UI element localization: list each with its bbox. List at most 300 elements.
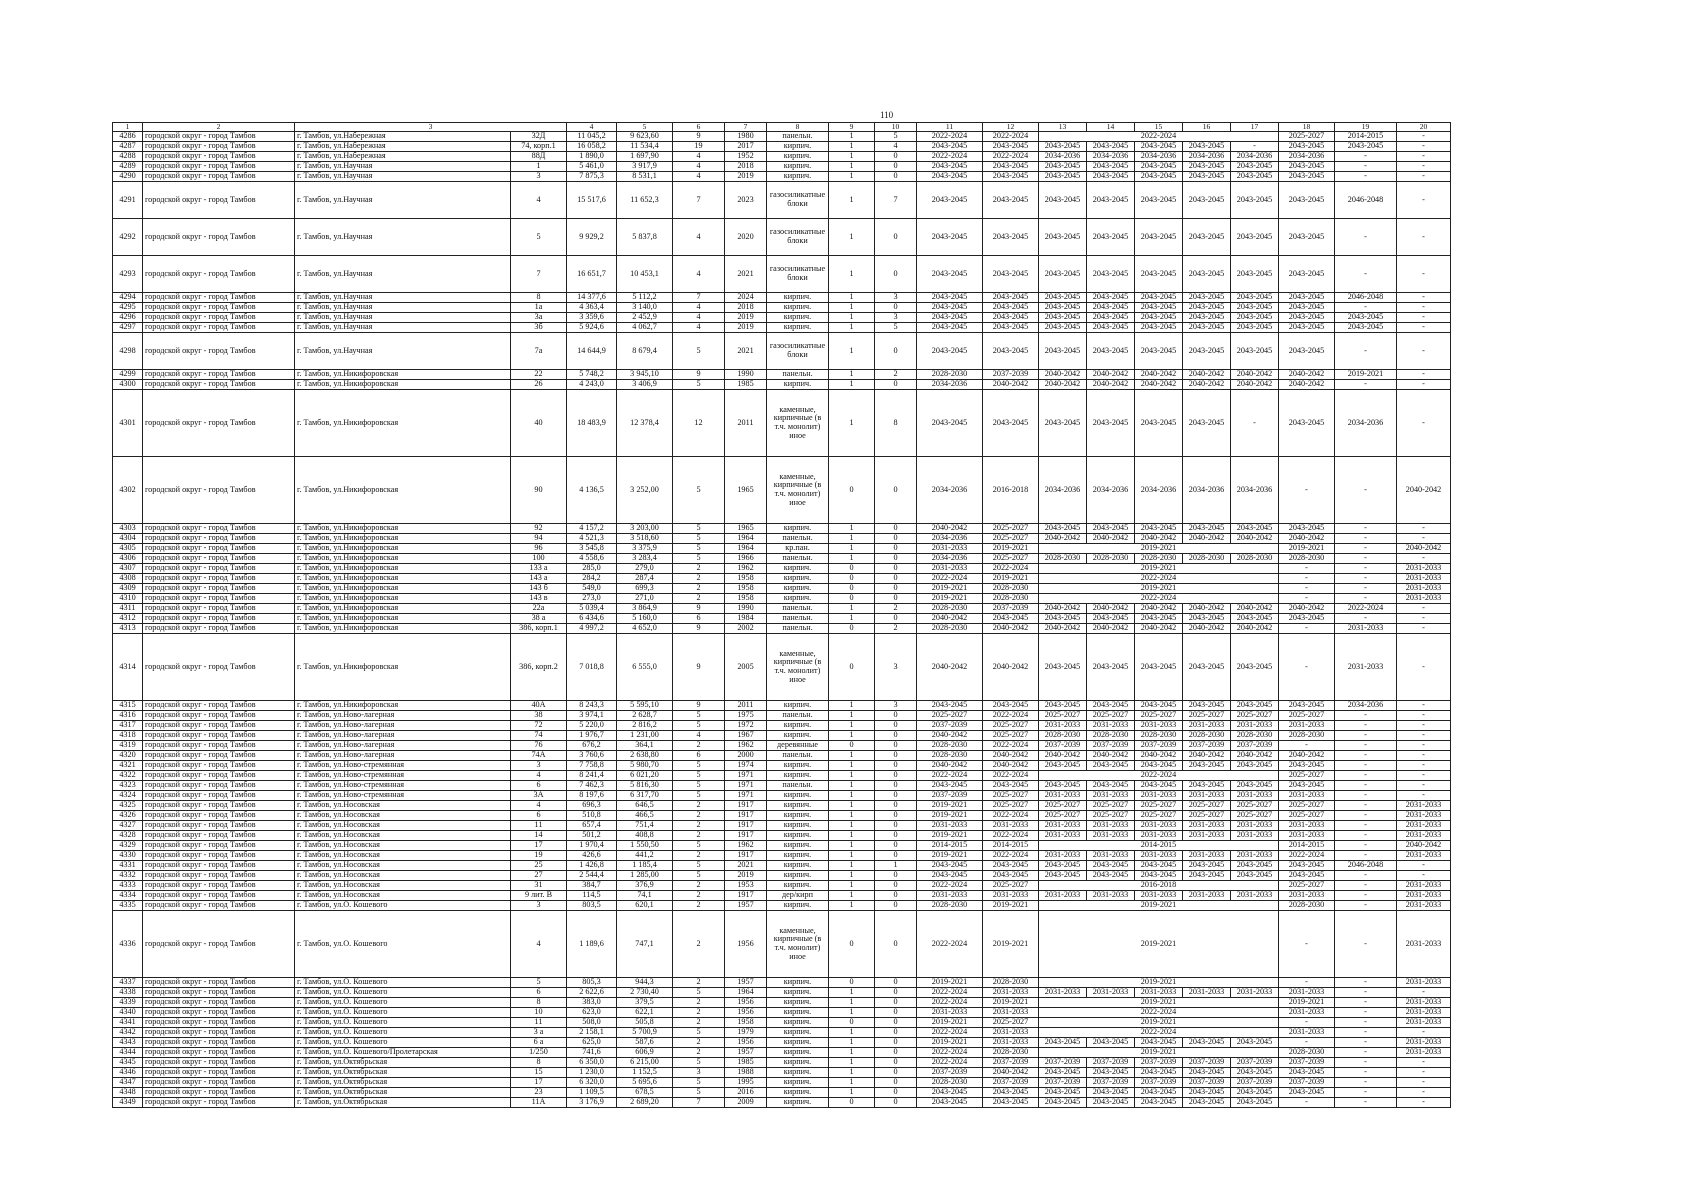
table-cell: - xyxy=(1397,988,1451,998)
table-cell: - xyxy=(1279,1018,1335,1028)
table-cell: 2043-2045 xyxy=(917,303,983,313)
table-cell: 5 xyxy=(673,534,725,544)
table-cell: городской округ - город Тамбов xyxy=(143,303,295,313)
table-cell: - xyxy=(1279,978,1335,988)
table-cell: 2031-2033 xyxy=(1397,584,1451,594)
table-cell: 4316 xyxy=(113,711,143,721)
table-cell: 0 xyxy=(875,1048,917,1058)
table-cell: 4329 xyxy=(113,841,143,851)
table-cell: кирпич. xyxy=(767,323,829,333)
table-cell: 2043-2045 xyxy=(1039,861,1087,871)
table-row xyxy=(113,1028,1451,1038)
table-cell: 2040-2042 xyxy=(1183,624,1231,634)
table-cell: 2043-2045 xyxy=(1183,390,1231,457)
table-cell: 2025-2027 xyxy=(1183,801,1231,811)
table-cell: - xyxy=(1397,313,1451,323)
table-row xyxy=(113,594,1451,604)
table-cell: 2043-2045 xyxy=(983,1098,1039,1108)
table-cell: 2046-2048 xyxy=(1335,293,1397,303)
table-cell: 114,5 xyxy=(567,891,617,901)
table-cell: 3а xyxy=(511,313,567,323)
table-cell: кирпич. xyxy=(767,594,829,604)
table-cell: 4288 xyxy=(113,152,143,162)
column-number: 5 xyxy=(617,123,673,132)
table-cell: 1 xyxy=(829,1078,875,1088)
table-cell: 74, корп.1 xyxy=(511,142,567,152)
table-row xyxy=(113,634,1451,701)
table-cell: городской округ - город Тамбов xyxy=(143,881,295,891)
table-cell: 2031-2033 xyxy=(1279,988,1335,998)
table-cell: 2043-2045 xyxy=(917,172,983,182)
table-cell: 5 xyxy=(875,132,917,142)
table-cell: 5 748,2 xyxy=(567,370,617,380)
table-cell: 4 136,5 xyxy=(567,457,617,524)
table-cell: 1 xyxy=(829,831,875,841)
table-cell: г. Тамбов, ул.О. Кошевого xyxy=(295,988,511,998)
table-cell: 2019-2021 xyxy=(1335,370,1397,380)
table-cell: деревянные xyxy=(767,741,829,751)
table-cell: - xyxy=(1397,162,1451,172)
table-cell: 0 xyxy=(875,881,917,891)
table-cell: 2037-2039 xyxy=(917,721,983,731)
table-cell: - xyxy=(1279,911,1335,978)
table-row xyxy=(113,333,1451,370)
table-cell: 5 xyxy=(673,988,725,998)
table-cell: 2031-2033 xyxy=(1397,811,1451,821)
table-cell: 0 xyxy=(875,911,917,978)
table-cell: - xyxy=(1335,911,1397,978)
table-cell: 2025-2027 xyxy=(983,524,1039,534)
table-cell: 2043-2045 xyxy=(1087,1038,1135,1048)
table-cell: 2043-2045 xyxy=(1087,219,1135,256)
table-cell: 6 434,6 xyxy=(567,614,617,624)
table-cell: 2043-2045 xyxy=(1279,172,1335,182)
table-cell: кирпич. xyxy=(767,1048,829,1058)
table-cell: 2043-2045 xyxy=(1039,524,1087,534)
table-cell: г. Тамбов, ул.Носовская xyxy=(295,861,511,871)
table-cell: 1990 xyxy=(725,370,767,380)
table-cell: 2028-2030 xyxy=(917,1078,983,1088)
table-cell: 2021 xyxy=(725,333,767,370)
table-cell: панельн. xyxy=(767,370,829,380)
table-cell: 0 xyxy=(875,721,917,731)
table-cell: - xyxy=(1397,1088,1451,1098)
table-cell: 2031-2033 xyxy=(983,1028,1039,1038)
table-row xyxy=(113,1018,1451,1028)
table-cell: 2043-2045 xyxy=(1087,524,1135,534)
table-cell: 2043-2045 xyxy=(1135,1038,1183,1048)
table-cell: 2 xyxy=(673,911,725,978)
table-cell: 2031-2033 xyxy=(1397,901,1451,911)
table-cell: 4332 xyxy=(113,871,143,881)
table-cell: 2043-2045 xyxy=(983,333,1039,370)
table-cell: г. Тамбов, ул.Ново-лагерная xyxy=(295,731,511,741)
table-cell: 1 xyxy=(829,851,875,861)
table-cell: 23 xyxy=(511,1088,567,1098)
table-cell: - xyxy=(1335,871,1397,881)
table-cell: 2043-2045 xyxy=(917,323,983,333)
table-cell: 2022-2024 xyxy=(983,132,1039,142)
table-cell: 1917 xyxy=(725,821,767,831)
table-cell: 2025-2027 xyxy=(917,711,983,721)
table-cell: 2040-2042 xyxy=(1183,751,1231,761)
table-cell: 2022-2024 xyxy=(917,574,983,584)
table-cell: - xyxy=(1335,801,1397,811)
table-cell: 1 152,5 xyxy=(617,1068,673,1078)
table-cell: 2043-2045 xyxy=(1135,1068,1183,1078)
table-cell: 2040-2042 xyxy=(1231,534,1279,544)
table-cell: 18 483,9 xyxy=(567,390,617,457)
table-cell: 2018 xyxy=(725,303,767,313)
table-cell: 5 816,30 xyxy=(617,781,673,791)
table-cell: 2037-2039 xyxy=(1039,1078,1087,1088)
table-cell: городской округ - город Тамбов xyxy=(143,1088,295,1098)
table-cell: 2043-2045 xyxy=(1087,1068,1135,1078)
table-cell: каменные, кирпичные (в т.ч. монолит) иное xyxy=(767,911,829,978)
table-cell: 2 xyxy=(673,741,725,751)
table-cell: - xyxy=(1335,1038,1397,1048)
table-cell: 4 xyxy=(673,303,725,313)
table-cell: 0 xyxy=(875,751,917,761)
table-cell: 2034-2036 xyxy=(1231,457,1279,524)
table-cell: 620,1 xyxy=(617,901,673,911)
table-cell: г. Тамбов, ул.Октябрьская xyxy=(295,1088,511,1098)
table-cell: 510,8 xyxy=(567,811,617,821)
table-cell: г. Тамбов, ул.Набережная xyxy=(295,142,511,152)
table-cell: 0 xyxy=(875,534,917,544)
table-cell: 1а xyxy=(511,303,567,313)
table-cell: 2028-2030 xyxy=(917,741,983,751)
table-cell: 2040-2042 xyxy=(1087,370,1135,380)
table-cell: 2043-2045 xyxy=(1135,390,1183,457)
table-cell: 2043-2045 xyxy=(983,861,1039,871)
table-cell: - xyxy=(1335,901,1397,911)
table-cell: кирпич. xyxy=(767,881,829,891)
table-cell: г. Тамбов, ул.Никифоровская xyxy=(295,574,511,584)
table-cell: 11 045,2 xyxy=(567,132,617,142)
table-cell: 2040-2042 xyxy=(917,614,983,624)
table-cell: 2034-2036 xyxy=(1039,152,1087,162)
table-cell: 2031-2033 xyxy=(1335,634,1397,701)
table-cell: 2019-2021 xyxy=(983,998,1039,1008)
table-cell: г. Тамбов, ул.Никифоровская xyxy=(295,390,511,457)
table-cell: 3 974,1 xyxy=(567,711,617,721)
table-cell: 2043-2045 xyxy=(1135,781,1183,791)
table-cell: 0 xyxy=(829,584,875,594)
table-cell: 2031-2033 xyxy=(1397,978,1451,988)
table-cell: 2043-2045 xyxy=(983,390,1039,457)
table-cell: городской округ - город Тамбов xyxy=(143,457,295,524)
table-cell: 8 197,6 xyxy=(567,791,617,801)
table-cell: городской округ - город Тамбов xyxy=(143,604,295,614)
table-cell: 2 622,6 xyxy=(567,988,617,998)
table-cell: 3А xyxy=(511,791,567,801)
table-cell: 2019-2021 xyxy=(917,831,983,841)
table-cell: 2022-2024 xyxy=(1279,851,1335,861)
table-cell: - xyxy=(1397,751,1451,761)
table-cell: - xyxy=(1335,811,1397,821)
table-cell: 2043-2045 xyxy=(1183,162,1231,172)
table-cell: 7 xyxy=(875,182,917,219)
table-cell: - xyxy=(1397,554,1451,564)
table-cell: городской округ - город Тамбов xyxy=(143,901,295,911)
table-cell: 4349 xyxy=(113,1098,143,1108)
table-cell: 2025-2027 xyxy=(1039,801,1087,811)
table-cell: 22а xyxy=(511,604,567,614)
table-cell: городской округ - город Тамбов xyxy=(143,219,295,256)
table-cell: 7 xyxy=(673,293,725,303)
table-cell: - xyxy=(1279,564,1335,574)
table-cell: - xyxy=(1335,1058,1397,1068)
table-cell: 2031-2033 xyxy=(1397,1008,1451,1018)
table-cell: городской округ - город Тамбов xyxy=(143,1048,295,1058)
table-cell: кирпич. xyxy=(767,831,829,841)
table-cell: 2040-2042 xyxy=(1231,624,1279,634)
table-row xyxy=(113,871,1451,881)
table-cell: 2043-2045 xyxy=(1135,1088,1183,1098)
table-cell: 2043-2045 xyxy=(1039,701,1087,711)
table-cell: 1 185,4 xyxy=(617,861,673,871)
table-cell: 1990 xyxy=(725,604,767,614)
table-cell: 5 xyxy=(673,861,725,871)
table-cell: 2031-2033 xyxy=(1183,791,1231,801)
table-cell: 9 xyxy=(673,604,725,614)
table-cell: 2043-2045 xyxy=(1039,1038,1087,1048)
table-cell: 2043-2045 xyxy=(1183,303,1231,313)
table-cell: 2043-2045 xyxy=(1231,1038,1279,1048)
table-cell: 2043-2045 xyxy=(1183,219,1231,256)
table-row xyxy=(113,978,1451,988)
table-cell: 2031-2033 xyxy=(1231,831,1279,841)
table-cell: 2043-2045 xyxy=(983,162,1039,172)
table-cell: 0 xyxy=(875,219,917,256)
table-cell: 3 375,9 xyxy=(617,544,673,554)
table-cell: 2043-2045 xyxy=(983,172,1039,182)
table-cell: 2043-2045 xyxy=(1087,303,1135,313)
table-cell: 2019 xyxy=(725,323,767,333)
table-cell: 2046-2048 xyxy=(1335,861,1397,871)
table-cell: - xyxy=(1335,219,1397,256)
table-cell: 2025-2027 xyxy=(983,881,1039,891)
table-row xyxy=(113,911,1451,978)
table-cell: 2043-2045 xyxy=(1231,162,1279,172)
table-cell: 4328 xyxy=(113,831,143,841)
table-cell: 2028-2030 xyxy=(1231,731,1279,741)
table-cell: г. Тамбов, ул.Ново-стремянная xyxy=(295,781,511,791)
table-cell: г. Тамбов, ул.Ново-стремянная xyxy=(295,771,511,781)
table-row xyxy=(113,380,1451,390)
table-cell: городской округ - город Тамбов xyxy=(143,534,295,544)
table-cell: - xyxy=(1397,1098,1451,1108)
table-cell: кирпич. xyxy=(767,1038,829,1048)
table-cell: 0 xyxy=(875,1018,917,1028)
table-cell: 2028-2030 xyxy=(1087,554,1135,564)
table-cell: 2014-2015 xyxy=(917,841,983,851)
table-cell: 2 xyxy=(673,881,725,891)
table-cell: 5 xyxy=(673,711,725,721)
table-cell: 3 864,9 xyxy=(617,604,673,614)
table-cell: 2043-2045 xyxy=(1087,871,1135,881)
table-cell: 384,7 xyxy=(567,881,617,891)
table-cell: г. Тамбов, ул.Никифоровская xyxy=(295,584,511,594)
table-cell: 11 652,3 xyxy=(617,182,673,219)
table-cell: 1 xyxy=(829,614,875,624)
table-cell: 2031-2033 xyxy=(1397,1038,1451,1048)
table-cell: - xyxy=(1335,303,1397,313)
table-cell: - xyxy=(1335,881,1397,891)
table-cell: городской округ - город Тамбов xyxy=(143,1078,295,1088)
table-cell: - xyxy=(1397,711,1451,721)
table-cell: 2 xyxy=(673,851,725,861)
table-cell: панельн. xyxy=(767,751,829,761)
table-cell: 2022-2024 xyxy=(983,831,1039,841)
table-cell: 2040-2042 xyxy=(1135,534,1183,544)
table-cell: 2019-2021 xyxy=(917,801,983,811)
table-cell: 2 xyxy=(673,1018,725,1028)
table-cell: 2043-2045 xyxy=(1039,634,1087,701)
table-cell: 2 xyxy=(673,978,725,988)
table-cell: панельн. xyxy=(767,132,829,142)
table-cell: кирпич. xyxy=(767,1018,829,1028)
table-cell: 741,6 xyxy=(567,1048,617,1058)
table-cell: 1 xyxy=(829,701,875,711)
table-cell: - xyxy=(1335,851,1397,861)
table-cell: 2040-2042 xyxy=(1135,380,1183,390)
table-cell: 1 xyxy=(829,861,875,871)
table-cell: 2043-2045 xyxy=(1231,172,1279,182)
table-cell: 4 xyxy=(673,731,725,741)
table-cell: 1 189,6 xyxy=(567,911,617,978)
table-cell: 6 215,00 xyxy=(617,1058,673,1068)
table-row xyxy=(113,831,1451,841)
table-cell: 4345 xyxy=(113,1058,143,1068)
table-cell: 2043-2045 xyxy=(1183,634,1231,701)
table-cell: 2016 xyxy=(725,1088,767,1098)
table-cell: городской округ - город Тамбов xyxy=(143,1018,295,1028)
table-cell: 3 203,00 xyxy=(617,524,673,534)
table-cell: 0 xyxy=(875,162,917,172)
table-cell: 2040-2042 xyxy=(917,524,983,534)
table-cell: городской округ - город Тамбов xyxy=(143,861,295,871)
table-cell: 1956 xyxy=(725,1038,767,1048)
table-cell: 2043-2045 xyxy=(1183,333,1231,370)
table-cell: 14 377,6 xyxy=(567,293,617,303)
table-cell: панельн. xyxy=(767,781,829,791)
table-cell: 2043-2045 xyxy=(1135,761,1183,771)
table-cell: - xyxy=(1335,172,1397,182)
table-cell: - xyxy=(1335,1018,1397,1028)
table-cell: 2019 xyxy=(725,871,767,881)
table-cell: 2 xyxy=(875,624,917,634)
table-cell: 2019-2021 xyxy=(1279,544,1335,554)
table-cell: 0 xyxy=(875,554,917,564)
table-cell: 2031-2033 xyxy=(1279,721,1335,731)
table-cell: 2 xyxy=(673,1008,725,1018)
table-cell: 1985 xyxy=(725,380,767,390)
table-row xyxy=(113,142,1451,152)
table-cell: 9 xyxy=(673,634,725,701)
merged-period-cell: 2019-2021 xyxy=(1039,564,1279,574)
table-cell: 2034-2036 xyxy=(917,554,983,564)
table-cell: 15 517,6 xyxy=(567,182,617,219)
table-cell: 1 xyxy=(829,323,875,333)
table-cell: - xyxy=(1279,574,1335,584)
table-cell: г. Тамбов, ул.Никифоровская xyxy=(295,370,511,380)
table-cell: 4326 xyxy=(113,811,143,821)
table-cell: 2028-2030 xyxy=(1279,901,1335,911)
table-cell: 9 xyxy=(673,370,725,380)
table-cell: - xyxy=(1397,771,1451,781)
table-cell: 2037-2039 xyxy=(983,1058,1039,1068)
table-cell: 2019-2021 xyxy=(917,811,983,821)
table-cell: 2043-2045 xyxy=(1087,182,1135,219)
table-cell: 2019-2021 xyxy=(917,851,983,861)
table-cell: 2011 xyxy=(725,701,767,711)
table-cell: 2019-2021 xyxy=(917,978,983,988)
table-cell: 2043-2045 xyxy=(1039,293,1087,303)
table-cell: 2043-2045 xyxy=(1135,634,1183,701)
table-cell: 747,1 xyxy=(617,911,673,978)
table-cell: 143 б xyxy=(511,584,567,594)
table-cell: 2031-2033 xyxy=(1087,821,1135,831)
table-cell: городской округ - город Тамбов xyxy=(143,761,295,771)
table-cell: 2031-2033 xyxy=(1279,831,1335,841)
merged-period-cell: 2019-2021 xyxy=(1039,901,1279,911)
table-cell: 2040-2042 xyxy=(1039,534,1087,544)
table-cell: 501,2 xyxy=(567,831,617,841)
table-cell: 5 xyxy=(673,871,725,881)
table-cell: 2022-2024 xyxy=(917,1058,983,1068)
table-cell: 1 xyxy=(829,998,875,1008)
table-cell: 287,4 xyxy=(617,574,673,584)
column-number: 19 xyxy=(1335,123,1397,132)
table-cell: 2025-2027 xyxy=(1039,811,1087,821)
table-cell: 2043-2045 xyxy=(1183,256,1231,293)
table-cell: г. Тамбов, ул.Носовская xyxy=(295,801,511,811)
table-cell: 2025-2027 xyxy=(983,554,1039,564)
column-number: 13 xyxy=(1039,123,1087,132)
table-cell: 38 xyxy=(511,711,567,721)
table-cell: 2028-2030 xyxy=(1039,554,1087,564)
table-cell: 2043-2045 xyxy=(1135,256,1183,293)
table-cell: 4310 xyxy=(113,594,143,604)
table-cell: 2031-2033 xyxy=(1135,831,1183,841)
table-cell: - xyxy=(1397,380,1451,390)
table-cell: - xyxy=(1335,1028,1397,1038)
table-cell: городской округ - город Тамбов xyxy=(143,831,295,841)
table-row xyxy=(113,791,1451,801)
table-cell: 2031-2033 xyxy=(1135,891,1183,901)
table-cell: 2043-2045 xyxy=(1039,1098,1087,1108)
table-row xyxy=(113,256,1451,293)
table-cell: кирпич. xyxy=(767,1058,829,1068)
table-row xyxy=(113,604,1451,614)
table-cell: - xyxy=(1279,1038,1335,1048)
table-cell: 2043-2045 xyxy=(1135,323,1183,333)
table-cell: 1 231,00 xyxy=(617,731,673,741)
table-cell: 646,5 xyxy=(617,801,673,811)
table-cell: 4 xyxy=(673,162,725,172)
table-cell: 0 xyxy=(875,152,917,162)
table-cell: - xyxy=(1397,323,1451,333)
column-number: 15 xyxy=(1135,123,1183,132)
table-cell: 1966 xyxy=(725,554,767,564)
table-cell: 2031-2033 xyxy=(983,821,1039,831)
table-cell: 2043-2045 xyxy=(1087,761,1135,771)
table-cell: городской округ - город Тамбов xyxy=(143,741,295,751)
table-cell: 4 558,6 xyxy=(567,554,617,564)
table-cell: 2022-2024 xyxy=(983,564,1039,574)
